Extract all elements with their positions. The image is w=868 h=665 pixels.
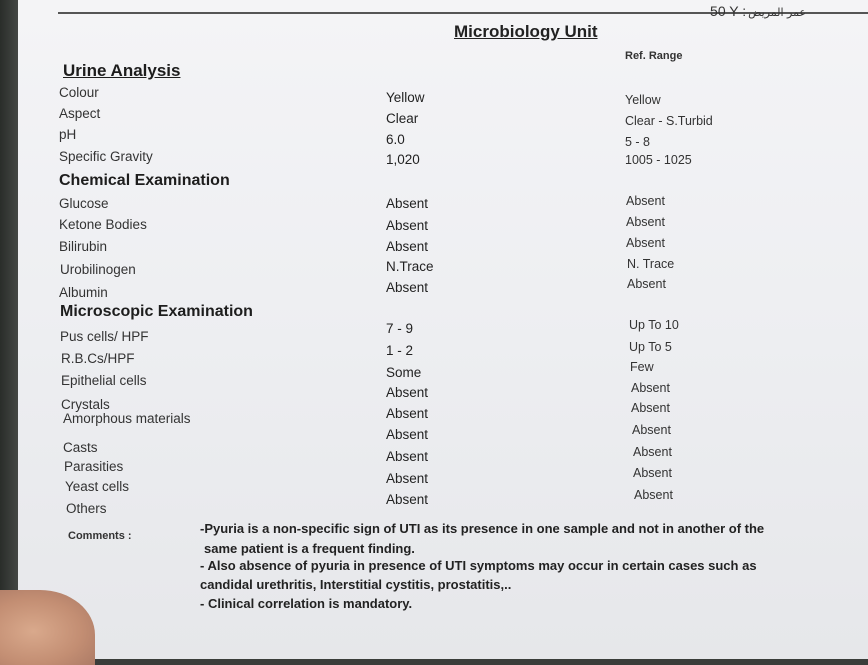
test-name: Pus cells/ HPF: [60, 329, 149, 344]
test-name: Albumin: [59, 285, 108, 300]
reference-range: Absent: [626, 236, 665, 250]
test-name: Epithelial cells: [61, 373, 147, 388]
test-name: Casts: [63, 440, 98, 455]
test-result: Absent: [386, 427, 429, 442]
result-row: [18, 318, 868, 349]
result-row: [18, 277, 868, 305]
reference-range: 1005 - 1025: [625, 153, 692, 167]
comment-line: - Clinical correlation is mandatory.: [200, 596, 413, 611]
test-name: Urobilinogen: [60, 262, 136, 277]
test-result: Some: [386, 365, 422, 380]
test-result: Absent: [386, 239, 429, 254]
reference-range: Up To 10: [629, 318, 679, 332]
reference-range: Absent: [631, 401, 670, 415]
test-name: Bilirubin: [59, 239, 108, 254]
age-label-arabic: عمر المريض: [748, 6, 806, 19]
test-result: 1,020: [386, 152, 420, 167]
test-name: Ketone Bodies: [59, 217, 147, 232]
comment-line: -Pyuria is a non-specific sign of UTI as its presence in one sample and not in another of the: [200, 521, 765, 536]
result-row: [18, 149, 868, 169]
test-result: 7 - 9: [386, 321, 414, 336]
test-name: Parasities: [64, 459, 124, 474]
test-result: N.Trace: [386, 259, 434, 274]
result-row: [18, 217, 868, 237]
comment-line: same patient is a frequent finding.: [204, 541, 415, 556]
microscopic-examination-heading: Microscopic Examination: [60, 303, 253, 320]
reference-range: Up To 5: [629, 340, 672, 354]
reference-range: Absent: [626, 194, 665, 208]
test-result: 1 - 2: [386, 343, 414, 358]
reference-range: Clear - S.Turbid: [625, 114, 713, 128]
test-result: Clear: [386, 111, 419, 126]
test-name: Yeast cells: [65, 479, 130, 494]
test-name: Amorphous materials: [63, 411, 191, 426]
result-row: [18, 423, 868, 460]
test-result: Absent: [386, 471, 429, 486]
age-value: 50 Y :: [710, 3, 747, 19]
reference-range: Absent: [633, 466, 672, 480]
test-result: Absent: [386, 492, 429, 507]
comment-line: candidal urethritis, Interstitial cystitis, prostatitis,..: [200, 577, 512, 592]
test-result: 6.0: [386, 132, 405, 147]
unit-title: Microbiology Unit: [454, 22, 598, 41]
reference-range: N. Trace: [627, 257, 675, 271]
result-row: [18, 127, 868, 147]
result-row: [18, 85, 868, 105]
reference-range: Few: [630, 360, 654, 374]
test-result: Absent: [386, 406, 429, 421]
result-row: [18, 236, 868, 259]
result-row: [18, 360, 868, 393]
comment-line: - Also absence of pyuria in presence of UTI symptoms may occur in certain cases such as: [200, 558, 757, 573]
reference-range: Absent: [632, 423, 671, 437]
test-name: pH: [59, 127, 77, 142]
test-name: Colour: [59, 85, 99, 100]
reference-range: Absent: [631, 381, 670, 395]
ref-range-header: Ref. Range: [625, 50, 683, 62]
reference-range: Yellow: [625, 93, 661, 107]
lab-report-paper: [18, 0, 868, 659]
reference-range: Absent: [627, 277, 666, 291]
test-name: Glucose: [59, 196, 109, 211]
reference-range: 5 - 8: [625, 135, 651, 149]
test-result: Absent: [386, 196, 429, 211]
test-result: Absent: [386, 218, 429, 233]
result-row: [18, 340, 868, 371]
test-name: Crystals: [61, 397, 110, 412]
reference-range: Absent: [634, 488, 673, 502]
chemical-examination-heading: Chemical Examination: [59, 172, 230, 189]
test-result: Absent: [386, 385, 429, 400]
test-result: Absent: [386, 449, 429, 464]
test-result: Yellow: [386, 90, 425, 105]
reference-range: Absent: [633, 445, 672, 459]
comments-label: Comments :: [68, 530, 132, 542]
reference-range: Absent: [626, 215, 665, 229]
result-row: [18, 257, 868, 282]
patient-age: [710, 3, 806, 19]
test-name: Specific Gravity: [59, 149, 153, 164]
urine-analysis-heading: Urine Analysis: [63, 61, 181, 80]
test-name: Aspect: [59, 106, 101, 121]
result-row: [18, 488, 868, 521]
test-name: Others: [66, 501, 107, 516]
test-name: R.B.Cs/HPF: [61, 351, 135, 366]
result-row: [18, 106, 868, 126]
test-result: Absent: [386, 280, 429, 295]
result-row: [18, 196, 868, 216]
